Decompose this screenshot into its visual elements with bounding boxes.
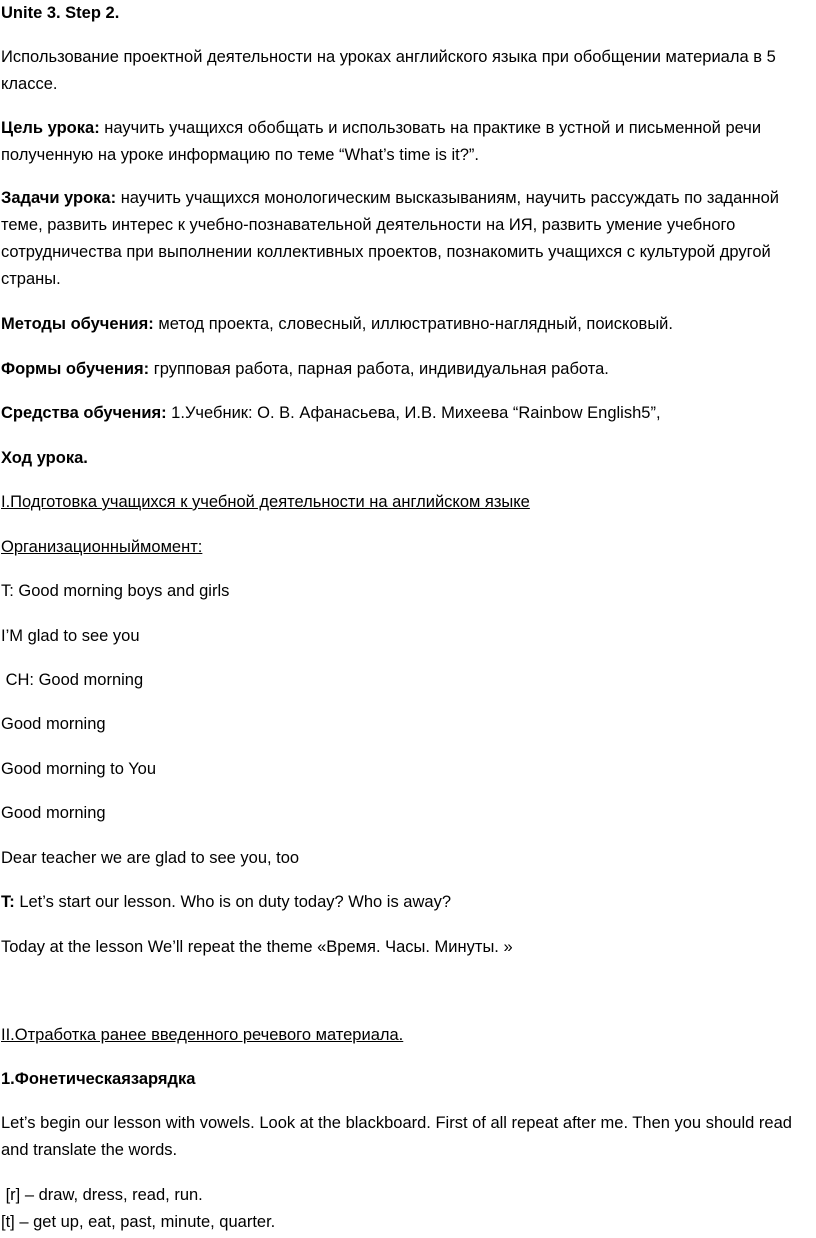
section2-heading: II.Отработка ранее введенного речевого материала. — [1, 1026, 404, 1044]
means-paragraph — [1, 400, 807, 427]
goal-paragraph — [1, 115, 807, 169]
tasks-paragraph — [1, 185, 807, 293]
document-title: Unite 3. Step 2. — [1, 4, 120, 22]
methods-text: метод проекта, словесный, иллюстративно-наглядный, поисковый. — [153, 315, 673, 333]
sound-r-line: [r] – draw, dress, read, run. — [1, 1186, 203, 1204]
lesson-heading: Ход урока. — [1, 449, 88, 467]
forms-label: Формы обучения: — [1, 360, 150, 378]
dialogue-line: Good morning — [1, 804, 106, 822]
goal-label: Цель урока: — [1, 119, 100, 137]
teacher-line — [1, 889, 807, 916]
dialogue-line: Dear teacher we are glad to see you, too — [1, 849, 300, 867]
goal-text: научить учащихся обобщать и использовать на практике в устной и письменной речи полученную на уроке информацию по теме “What’s time is it?”. — [1, 119, 762, 164]
tasks-label: Задачи урока: — [1, 189, 117, 207]
dialogue-line: Good morning — [1, 715, 106, 733]
teacher-text: Let’s start our lesson. Who is on duty today? Who is away? — [14, 893, 451, 911]
theme-line: Today at the lesson We’ll repeat the theme «Время. Часы. Минуты. » — [1, 938, 513, 956]
section2-subheading: 1.Фонетическаязарядка — [1, 1070, 196, 1088]
sound-t-line: [t] – get up, eat, past, minute, quarter. — [1, 1213, 276, 1231]
methods-paragraph — [1, 311, 807, 338]
dialogue-line: I’M glad to see you — [1, 627, 140, 645]
section1-heading: I.Подготовка учащихся к учебной деятельности на английском языке — [1, 493, 530, 511]
section1-subheading: Организационныймомент: — [1, 538, 203, 556]
intro-paragraph: Использование проектной деятельности на уроках английского языка при обобщении материала в 5 классе. — [1, 48, 776, 93]
dialogue-line: CH: Good morning — [1, 671, 144, 689]
instruction-paragraph: Let’s begin our lesson with vowels. Look at the blackboard. First of all repeat after me. Then you should read and translate the words. — [1, 1114, 792, 1159]
means-label: Средства обучения: — [1, 404, 167, 422]
forms-text: групповая работа, парная работа, индивидуальная работа. — [149, 360, 609, 378]
dialogue-line: T: Good morning boys and girls — [1, 582, 230, 600]
teacher-label: T: — [1, 893, 15, 911]
methods-label: Методы обучения: — [1, 315, 154, 333]
forms-paragraph — [1, 356, 807, 383]
dialogue-line: Good morning to You — [1, 760, 157, 778]
means-text: 1.Учебник: О. В. Афанасьева, И.В. Михеева “Rainbow English5”, — [166, 404, 661, 422]
tasks-text: научить учащихся монологическим высказываниям, научить рассуждать по заданной теме, развить интерес к учебно-познавательной деятельности на ИЯ, развить умение учебного сотрудничества при выполнении коллективных проектов, познакомить учащихся с культурой другой страны. — [1, 189, 779, 288]
